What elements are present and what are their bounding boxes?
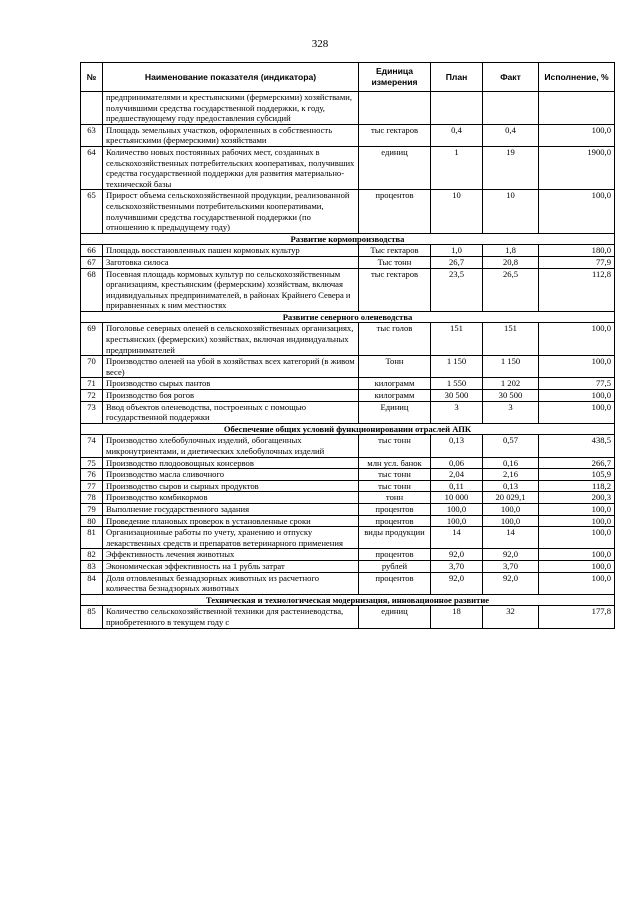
table-row (81, 323, 615, 356)
row-number: 65 (81, 190, 103, 233)
fact-value: 1 202 (483, 378, 539, 390)
fact-value: 1 150 (483, 356, 539, 378)
unit-of-measure: млн усл. банок (359, 457, 431, 469)
plan-value: 26,7 (431, 256, 483, 268)
unit-of-measure: единиц (359, 146, 431, 189)
unit-of-measure: рублей (359, 560, 431, 572)
row-number: 67 (81, 256, 103, 268)
indicator-name: Площадь земельных участков, оформленных в собственность крестьянскими (фермерскими) хозяйствами (103, 124, 359, 146)
fact-value: 10 (483, 190, 539, 233)
unit-of-measure (359, 92, 431, 125)
table-row (81, 606, 615, 628)
execution-percent: 100,0 (539, 503, 615, 515)
table-row (81, 435, 615, 457)
execution-percent: 266,7 (539, 457, 615, 469)
fact-value: 0,16 (483, 457, 539, 469)
execution-percent: 112,8 (539, 268, 615, 311)
indicator-name: Количество новых постоянных рабочих мест, созданных в сельскохозяйственных потребительских кооперативах, получивших средства государственной поддержки для развития материально-технической базы (103, 146, 359, 189)
plan-value (431, 92, 483, 125)
fact-value: 1,8 (483, 245, 539, 257)
table-row (81, 268, 615, 311)
plan-value: 14 (431, 527, 483, 549)
indicator-name: Ввод объектов оленеводства, построенных с помощью государственной поддержки (103, 401, 359, 423)
unit-of-measure: процентов (359, 572, 431, 594)
row-number: 71 (81, 378, 103, 390)
execution-percent: 180,0 (539, 245, 615, 257)
header-name: Наименование показателя (индикатора) (103, 63, 359, 92)
plan-value: 100,0 (431, 503, 483, 515)
unit-of-measure: процентов (359, 503, 431, 515)
row-number: 76 (81, 469, 103, 481)
unit-of-measure: килограмм (359, 378, 431, 390)
row-number: 79 (81, 503, 103, 515)
plan-value: 1 (431, 146, 483, 189)
row-number: 63 (81, 124, 103, 146)
plan-value: 92,0 (431, 549, 483, 561)
indicator-name: Эффективность лечения животных (103, 549, 359, 561)
section-row (81, 233, 615, 245)
table-row (81, 480, 615, 492)
header-fact: Факт (483, 63, 539, 92)
plan-value: 1 150 (431, 356, 483, 378)
unit-of-measure: тыс тонн (359, 469, 431, 481)
table-row (81, 146, 615, 189)
execution-percent: 77,9 (539, 256, 615, 268)
plan-value: 3 (431, 401, 483, 423)
row-number: 80 (81, 515, 103, 527)
execution-percent: 1900,0 (539, 146, 615, 189)
execution-percent: 100,0 (539, 401, 615, 423)
unit-of-measure: Тыс тонн (359, 256, 431, 268)
indicator-name: предпринимателями и крестьянскими (фермерскими) хозяйствами, получившими средства государственной поддержки, к году, предшествующему году предоставления субсидий (103, 92, 359, 125)
indicator-name: Организационные работы по учету, хранению и отпуску лекарственных средств и препаратов ветеринарного применения (103, 527, 359, 549)
execution-percent: 100,0 (539, 549, 615, 561)
execution-percent: 100,0 (539, 323, 615, 356)
page-number: 328 (311, 38, 329, 50)
execution-percent: 100,0 (539, 124, 615, 146)
execution-percent: 100,0 (539, 560, 615, 572)
table-row (81, 124, 615, 146)
table-row (81, 515, 615, 527)
table-row (81, 549, 615, 561)
row-number (81, 92, 103, 125)
execution-percent: 105,9 (539, 469, 615, 481)
indicator-name: Производство плодоовощных консервов (103, 457, 359, 469)
execution-percent: 100,0 (539, 390, 615, 402)
indicator-name: Производство сырых пантов (103, 378, 359, 390)
section-title: Развитие кормопроизводства (81, 233, 615, 245)
section-row (81, 311, 615, 323)
unit-of-measure: Тонн (359, 356, 431, 378)
plan-value: 92,0 (431, 572, 483, 594)
fact-value (483, 92, 539, 125)
fact-value: 32 (483, 606, 539, 628)
row-number: 70 (81, 356, 103, 378)
unit-of-measure: тыс гектаров (359, 124, 431, 146)
table-row (81, 457, 615, 469)
table-row (81, 245, 615, 257)
indicator-name: Выполнение государственного задания (103, 503, 359, 515)
execution-percent: 77,5 (539, 378, 615, 390)
unit-of-measure: тыс тонн (359, 480, 431, 492)
indicator-name: Производство хлебобулочных изделий, обогащенных микронутриентами, и диетических хлебобулочных изделий (103, 435, 359, 457)
section-row (81, 594, 615, 606)
plan-value: 1 550 (431, 378, 483, 390)
table-row (81, 572, 615, 594)
unit-of-measure: тыс гектаров (359, 268, 431, 311)
table-row (81, 256, 615, 268)
execution-percent: 100,0 (539, 356, 615, 378)
indicator-name: Производство сыров и сырных продуктов (103, 480, 359, 492)
indicators-table (80, 62, 615, 629)
plan-value: 0,06 (431, 457, 483, 469)
table-row (81, 190, 615, 233)
section-title: Развитие северного оленеводства (81, 311, 615, 323)
indicator-name: Посевная площадь кормовых культур по сельскохозяйственным организациям, крестьянским (фермерским) хозяйствам, включая индивидуальных предпринимателей, в районах Крайнего Севера и приравненных к ним местностях (103, 268, 359, 311)
plan-value: 151 (431, 323, 483, 356)
table-row (81, 469, 615, 481)
plan-value: 10 (431, 190, 483, 233)
table-row (81, 527, 615, 549)
fact-value: 20,8 (483, 256, 539, 268)
fact-value: 0,57 (483, 435, 539, 457)
unit-of-measure: килограмм (359, 390, 431, 402)
fact-value: 92,0 (483, 549, 539, 561)
plan-value: 1,0 (431, 245, 483, 257)
plan-value: 2,04 (431, 469, 483, 481)
unit-of-measure: процентов (359, 515, 431, 527)
unit-of-measure: тонн (359, 492, 431, 504)
row-number: 83 (81, 560, 103, 572)
unit-of-measure: тыс голов (359, 323, 431, 356)
unit-of-measure: процентов (359, 190, 431, 233)
table-body (81, 92, 615, 629)
plan-value: 23,5 (431, 268, 483, 311)
execution-percent: 177,8 (539, 606, 615, 628)
row-number: 84 (81, 572, 103, 594)
fact-value: 2,16 (483, 469, 539, 481)
indicator-name: Количество сельскохозяйственной техники для растениеводства, приобретенного в текущем году с (103, 606, 359, 628)
fact-value: 100,0 (483, 515, 539, 527)
indicator-name: Производство боя рогов (103, 390, 359, 402)
row-number: 74 (81, 435, 103, 457)
indicator-name: Экономическая эффективность на 1 рубль затрат (103, 560, 359, 572)
unit-of-measure: процентов (359, 549, 431, 561)
fact-value: 19 (483, 146, 539, 189)
row-number: 75 (81, 457, 103, 469)
row-number: 66 (81, 245, 103, 257)
unit-of-measure: Единиц (359, 401, 431, 423)
execution-percent: 200,3 (539, 492, 615, 504)
row-number: 78 (81, 492, 103, 504)
row-number: 69 (81, 323, 103, 356)
row-number: 68 (81, 268, 103, 311)
unit-of-measure: единиц (359, 606, 431, 628)
table-header-row (81, 63, 615, 92)
plan-value: 3,70 (431, 560, 483, 572)
row-number: 72 (81, 390, 103, 402)
header-num: № (81, 63, 103, 92)
row-number: 81 (81, 527, 103, 549)
unit-of-measure: виды продукции (359, 527, 431, 549)
fact-value: 100,0 (483, 503, 539, 515)
execution-percent: 100,0 (539, 527, 615, 549)
execution-percent: 100,0 (539, 190, 615, 233)
indicator-name: Поголовье северных оленей в сельскохозяйственных организациях, крестьянских (фермерских) хозяйствах, включая индивидуальных предпринимателей (103, 323, 359, 356)
indicator-name: Прирост объема сельскохозяйственной продукции, реализованной сельскохозяйственными потребительскими кооперативами, получившими средства государственной поддержки (по отношению к предыдущему году) (103, 190, 359, 233)
indicator-name: Производство комбикормов (103, 492, 359, 504)
plan-value: 30 500 (431, 390, 483, 402)
indicator-name: Проведение плановых проверок в установленные сроки (103, 515, 359, 527)
row-number: 85 (81, 606, 103, 628)
fact-value: 0,4 (483, 124, 539, 146)
execution-percent (539, 92, 615, 125)
table-row (81, 390, 615, 402)
table-row (81, 356, 615, 378)
unit-of-measure: Тыс гектаров (359, 245, 431, 257)
fact-value: 151 (483, 323, 539, 356)
execution-percent: 438,5 (539, 435, 615, 457)
table-row (81, 560, 615, 572)
row-number: 73 (81, 401, 103, 423)
indicator-name: Площадь восстановленных пашен кормовых культур (103, 245, 359, 257)
plan-value: 10 000 (431, 492, 483, 504)
header-pct: Исполнение, % (539, 63, 615, 92)
table-row (81, 503, 615, 515)
execution-percent: 100,0 (539, 515, 615, 527)
table-row (81, 378, 615, 390)
fact-value: 14 (483, 527, 539, 549)
plan-value: 100,0 (431, 515, 483, 527)
table-row (81, 92, 615, 125)
section-title: Техническая и технологическая модернизация, инновационное развитие (81, 594, 615, 606)
execution-percent: 118,2 (539, 480, 615, 492)
fact-value: 30 500 (483, 390, 539, 402)
fact-value: 92,0 (483, 572, 539, 594)
execution-percent: 100,0 (539, 572, 615, 594)
plan-value: 0,11 (431, 480, 483, 492)
unit-of-measure: тыс тонн (359, 435, 431, 457)
fact-value: 20 029,1 (483, 492, 539, 504)
fact-value: 3 (483, 401, 539, 423)
section-row (81, 423, 615, 435)
row-number: 64 (81, 146, 103, 189)
fact-value: 26,5 (483, 268, 539, 311)
plan-value: 0,4 (431, 124, 483, 146)
indicator-name: Заготовка силоса (103, 256, 359, 268)
table-row (81, 401, 615, 423)
header-unit: Единица измерения (359, 63, 431, 92)
section-title: Обеспечение общих условий функционировании отраслей АПК (81, 423, 615, 435)
row-number: 77 (81, 480, 103, 492)
indicator-name: Производство масла сливочного (103, 469, 359, 481)
plan-value: 0,13 (431, 435, 483, 457)
plan-value: 18 (431, 606, 483, 628)
row-number: 82 (81, 549, 103, 561)
indicator-name: Доля отловленных безнадзорных животных из расчетного количества безнадзорных животных (103, 572, 359, 594)
indicator-name: Производство оленей на убой в хозяйствах всех категорий (в живом весе) (103, 356, 359, 378)
fact-value: 0,13 (483, 480, 539, 492)
fact-value: 3,70 (483, 560, 539, 572)
header-plan: План (431, 63, 483, 92)
table-row (81, 492, 615, 504)
